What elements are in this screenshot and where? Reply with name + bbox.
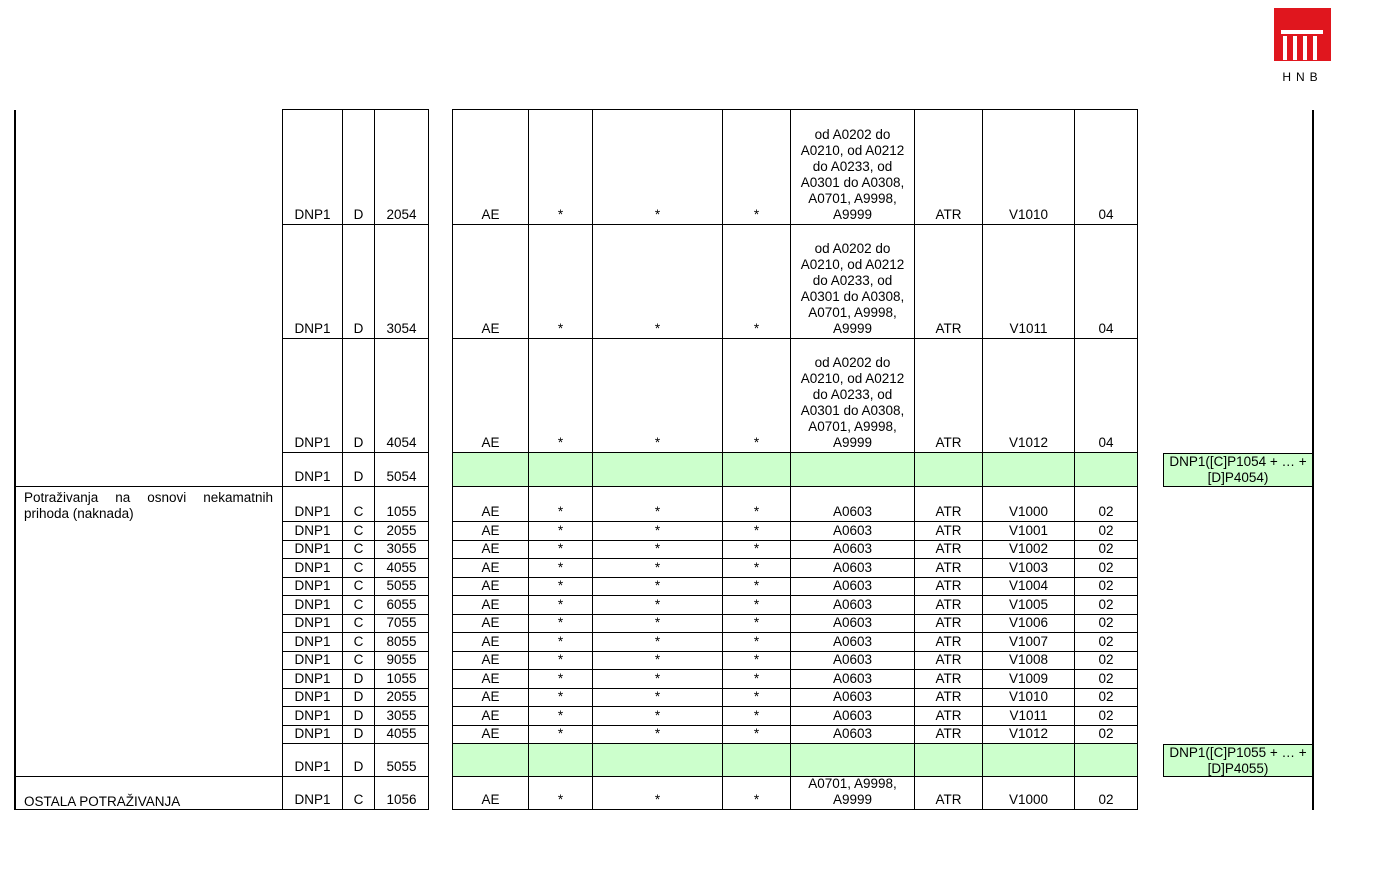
divider bbox=[14, 776, 283, 777]
cell-dim1: * bbox=[528, 669, 593, 689]
cell-attribute: od A0202 do A0210, od A0212 do A0233, od A0301 do A0308, A0701, A9998, A9999 bbox=[790, 338, 915, 453]
cell-form: DNP1 bbox=[282, 743, 343, 777]
cell-dim1: * bbox=[528, 109, 593, 225]
cell-format: 02 bbox=[1074, 725, 1138, 745]
cell-dim2: * bbox=[592, 540, 723, 560]
cell-version: V1007 bbox=[982, 632, 1075, 652]
cell-format bbox=[1074, 743, 1138, 777]
cell-side: D bbox=[342, 743, 375, 777]
cell-form: DNP1 bbox=[282, 521, 343, 541]
cell-type: AE bbox=[452, 614, 529, 634]
cell-dim2: * bbox=[592, 688, 723, 708]
cell-version: V1006 bbox=[982, 614, 1075, 634]
cell-form: DNP1 bbox=[282, 614, 343, 634]
cell-atr: ATR bbox=[914, 688, 983, 708]
cell-version: V1011 bbox=[982, 224, 1075, 339]
cell-dim3: * bbox=[722, 558, 791, 578]
cell-type: AE bbox=[452, 688, 529, 708]
cell-format: 02 bbox=[1074, 632, 1138, 652]
cell-form: DNP1 bbox=[282, 706, 343, 726]
cell-type: AE bbox=[452, 338, 529, 453]
border-line bbox=[14, 110, 16, 810]
row-group-label: OSTALA POTRAŽIVANJA bbox=[24, 794, 181, 809]
cell-atr: ATR bbox=[914, 558, 983, 578]
cell-type: AE bbox=[452, 540, 529, 560]
cell-atr: ATR bbox=[914, 725, 983, 745]
cell-code: 2055 bbox=[374, 688, 429, 708]
cell-dim2: * bbox=[592, 725, 723, 745]
cell-dim2: * bbox=[592, 706, 723, 726]
cell-dim1 bbox=[528, 743, 593, 777]
cell-dim3: * bbox=[722, 776, 791, 810]
cell-dim2 bbox=[592, 452, 723, 487]
logo-emblem bbox=[1274, 8, 1331, 61]
cell-attribute: A0603 bbox=[790, 688, 915, 708]
cell-dim2: * bbox=[592, 558, 723, 578]
cell-format: 02 bbox=[1074, 669, 1138, 689]
cell-attribute bbox=[790, 743, 915, 777]
cell-side: D bbox=[342, 452, 375, 487]
divider bbox=[14, 486, 283, 487]
cell-format: 02 bbox=[1074, 577, 1138, 597]
cell-side: D bbox=[342, 109, 375, 225]
cell-format: 02 bbox=[1074, 706, 1138, 726]
cell-form: DNP1 bbox=[282, 595, 343, 615]
cell-code: 5054 bbox=[374, 452, 429, 487]
cell-version: V1012 bbox=[982, 338, 1075, 453]
cell-dim3: * bbox=[722, 669, 791, 689]
cell-code: 3055 bbox=[374, 540, 429, 560]
cell-format: 02 bbox=[1074, 558, 1138, 578]
cell-dim3: * bbox=[722, 338, 791, 453]
row-group-label: Potraživanja na osnovi nekamatnih prihoda (naknada) bbox=[24, 490, 273, 521]
cell-dim3 bbox=[722, 452, 791, 487]
cell-dim3: * bbox=[722, 540, 791, 560]
cell-code: 2055 bbox=[374, 521, 429, 541]
cell-dim1: * bbox=[528, 706, 593, 726]
border-line bbox=[1312, 110, 1314, 810]
cell-dim3: * bbox=[722, 725, 791, 745]
cell-attribute: A0603 bbox=[790, 725, 915, 745]
cell-atr: ATR bbox=[914, 632, 983, 652]
cell-dim3: * bbox=[722, 577, 791, 597]
cell-type bbox=[452, 452, 529, 487]
cell-form: DNP1 bbox=[282, 540, 343, 560]
cell-dim1: * bbox=[528, 521, 593, 541]
cell-code: 1056 bbox=[374, 776, 429, 810]
cell-atr: ATR bbox=[914, 109, 983, 225]
cell-atr: ATR bbox=[914, 651, 983, 671]
cell-version: V1003 bbox=[982, 558, 1075, 578]
cell-form: DNP1 bbox=[282, 577, 343, 597]
cell-form: DNP1 bbox=[282, 558, 343, 578]
hnb-logo bbox=[1274, 8, 1332, 84]
cell-side: C bbox=[342, 540, 375, 560]
cell-dim3: * bbox=[722, 486, 791, 522]
cell-side: C bbox=[342, 558, 375, 578]
cell-attribute: A0603 bbox=[790, 558, 915, 578]
cell-dim1: * bbox=[528, 224, 593, 339]
cell-code: 3055 bbox=[374, 706, 429, 726]
cell-side: D bbox=[342, 725, 375, 745]
cell-side: D bbox=[342, 688, 375, 708]
cell-side: D bbox=[342, 669, 375, 689]
cell-form: DNP1 bbox=[282, 688, 343, 708]
cell-side: C bbox=[342, 486, 375, 522]
cell-form: DNP1 bbox=[282, 776, 343, 810]
cell-attribute: A0603 bbox=[790, 577, 915, 597]
cell-atr: ATR bbox=[914, 486, 983, 522]
cell-attribute: A0603 bbox=[790, 651, 915, 671]
cell-form: DNP1 bbox=[282, 109, 343, 225]
cell-attribute: od A0202 do A0210, od A0212 do A0233, od A0301 do A0308, A0701, A9998, A9999 bbox=[790, 224, 915, 339]
cell-atr bbox=[914, 452, 983, 487]
cell-format: 02 bbox=[1074, 486, 1138, 522]
cell-version: V1000 bbox=[982, 486, 1075, 522]
cell-attribute: A0603 bbox=[790, 706, 915, 726]
cell-format bbox=[1074, 452, 1138, 487]
cell-dim3: * bbox=[722, 614, 791, 634]
cell-dim3: * bbox=[722, 706, 791, 726]
cell-type: AE bbox=[452, 558, 529, 578]
cell-atr: ATR bbox=[914, 776, 983, 810]
cell-code: 5055 bbox=[374, 743, 429, 777]
cell-attribute: A0603 bbox=[790, 486, 915, 522]
cell-version: V1010 bbox=[982, 109, 1075, 225]
cell-side: D bbox=[342, 338, 375, 453]
cell-atr bbox=[914, 743, 983, 777]
cell-format: 02 bbox=[1074, 595, 1138, 615]
cell-atr: ATR bbox=[914, 577, 983, 597]
logo-text: HNB bbox=[1282, 70, 1323, 84]
cell-dim3: * bbox=[722, 521, 791, 541]
cell-code: 1055 bbox=[374, 669, 429, 689]
cell-side: C bbox=[342, 577, 375, 597]
cell-side: C bbox=[342, 614, 375, 634]
cell-atr: ATR bbox=[914, 338, 983, 453]
cell-dim2: * bbox=[592, 338, 723, 453]
cell-version: V1001 bbox=[982, 521, 1075, 541]
cell-type: AE bbox=[452, 706, 529, 726]
cell-version: V1005 bbox=[982, 595, 1075, 615]
cell-dim2: * bbox=[592, 486, 723, 522]
cell-code: 3054 bbox=[374, 224, 429, 339]
cell-dim3 bbox=[722, 743, 791, 777]
cell-side: C bbox=[342, 776, 375, 810]
cell-atr: ATR bbox=[914, 540, 983, 560]
cell-code: 1055 bbox=[374, 486, 429, 522]
cell-code: 4055 bbox=[374, 558, 429, 578]
cell-atr: ATR bbox=[914, 521, 983, 541]
cell-dim3: * bbox=[722, 651, 791, 671]
cell-dim1 bbox=[528, 452, 593, 487]
cell-dim1: * bbox=[528, 486, 593, 522]
cell-dim1: * bbox=[528, 558, 593, 578]
cell-dim3: * bbox=[722, 632, 791, 652]
cell-dim2: * bbox=[592, 632, 723, 652]
cell-side: D bbox=[342, 706, 375, 726]
cell-format: 02 bbox=[1074, 521, 1138, 541]
cell-code: 9055 bbox=[374, 651, 429, 671]
cell-attribute: od A0202 do A0210, od A0212 do A0233, od A0301 do A0308, A0701, A9998, A9999 bbox=[790, 109, 915, 225]
cell-dim1: * bbox=[528, 338, 593, 453]
cell-atr: ATR bbox=[914, 595, 983, 615]
cell-form: DNP1 bbox=[282, 452, 343, 487]
cell-dim1: * bbox=[528, 776, 593, 810]
cell-attribute bbox=[790, 452, 915, 487]
cell-format: 02 bbox=[1074, 540, 1138, 560]
cell-side: D bbox=[342, 224, 375, 339]
cell-format: 04 bbox=[1074, 338, 1138, 453]
cell-type: AE bbox=[452, 669, 529, 689]
cell-version bbox=[982, 452, 1075, 487]
cell-dim1: * bbox=[528, 632, 593, 652]
cell-format: 02 bbox=[1074, 651, 1138, 671]
cell-format: 04 bbox=[1074, 109, 1138, 225]
cell-version: V1011 bbox=[982, 706, 1075, 726]
cell-code: 7055 bbox=[374, 614, 429, 634]
cell-type: AE bbox=[452, 109, 529, 225]
border-line bbox=[14, 809, 283, 810]
cell-form: DNP1 bbox=[282, 338, 343, 453]
cell-version: V1000 bbox=[982, 776, 1075, 810]
cell-dim3: * bbox=[722, 595, 791, 615]
cell-type: AE bbox=[452, 651, 529, 671]
cell-code: 2054 bbox=[374, 109, 429, 225]
cell-version: V1004 bbox=[982, 577, 1075, 597]
cell-type: AE bbox=[452, 595, 529, 615]
cell-type: AE bbox=[452, 224, 529, 339]
cell-code: 6055 bbox=[374, 595, 429, 615]
cell-type bbox=[452, 743, 529, 777]
cell-dim1: * bbox=[528, 595, 593, 615]
cell-side: C bbox=[342, 521, 375, 541]
cell-dim2: * bbox=[592, 224, 723, 339]
cell-side: C bbox=[342, 632, 375, 652]
cell-dim2: * bbox=[592, 614, 723, 634]
cell-format: 02 bbox=[1074, 776, 1138, 810]
cell-code: 4054 bbox=[374, 338, 429, 453]
cell-atr: ATR bbox=[914, 614, 983, 634]
cell-type: AE bbox=[452, 632, 529, 652]
cell-form: DNP1 bbox=[282, 224, 343, 339]
cell-type: AE bbox=[452, 776, 529, 810]
cell-type: AE bbox=[452, 577, 529, 597]
cell-attribute: A0603 bbox=[790, 540, 915, 560]
cell-format: 02 bbox=[1074, 688, 1138, 708]
cell-dim1: * bbox=[528, 651, 593, 671]
cell-dim2: * bbox=[592, 776, 723, 810]
cell-dim2: * bbox=[592, 577, 723, 597]
cell-form: DNP1 bbox=[282, 725, 343, 745]
cell-side: C bbox=[342, 651, 375, 671]
cell-atr: ATR bbox=[914, 669, 983, 689]
cell-dim1: * bbox=[528, 725, 593, 745]
cell-form: DNP1 bbox=[282, 632, 343, 652]
cell-version bbox=[982, 743, 1075, 777]
cell-attribute: A0603 bbox=[790, 632, 915, 652]
cell-dim2 bbox=[592, 743, 723, 777]
cell-dim2: * bbox=[592, 651, 723, 671]
cell-version: V1010 bbox=[982, 688, 1075, 708]
cell-dim2: * bbox=[592, 109, 723, 225]
cell-dim1: * bbox=[528, 614, 593, 634]
cell-dim1: * bbox=[528, 688, 593, 708]
cell-dim1: * bbox=[528, 577, 593, 597]
cell-version: V1009 bbox=[982, 669, 1075, 689]
cell-attribute: A0603 bbox=[790, 669, 915, 689]
cell-dim1: * bbox=[528, 540, 593, 560]
cell-dim2: * bbox=[592, 669, 723, 689]
cell-format: 02 bbox=[1074, 614, 1138, 634]
cell-attribute: A0603 bbox=[790, 595, 915, 615]
cell-version: V1012 bbox=[982, 725, 1075, 745]
cell-dim3: * bbox=[722, 688, 791, 708]
cell-dim3: * bbox=[722, 109, 791, 225]
cell-type: AE bbox=[452, 725, 529, 745]
cell-code: 8055 bbox=[374, 632, 429, 652]
cell-side: C bbox=[342, 595, 375, 615]
cell-form: DNP1 bbox=[282, 651, 343, 671]
cell-version: V1008 bbox=[982, 651, 1075, 671]
cell-version: V1002 bbox=[982, 540, 1075, 560]
cell-form: DNP1 bbox=[282, 486, 343, 522]
cell-type: AE bbox=[452, 486, 529, 522]
cell-code: 5055 bbox=[374, 577, 429, 597]
formula-box: DNP1([C]P1055 + … + [D]P4055) bbox=[1163, 744, 1313, 777]
cell-dim2: * bbox=[592, 521, 723, 541]
cell-atr: ATR bbox=[914, 224, 983, 339]
formula-box: DNP1([C]P1054 + … + [D]P4054) bbox=[1163, 453, 1313, 487]
cell-attribute: A0603 bbox=[790, 521, 915, 541]
cell-code: 4055 bbox=[374, 725, 429, 745]
cell-attribute: A0701, A9998, A9999 bbox=[790, 776, 915, 810]
row-group-label bbox=[14, 110, 283, 487]
border-line bbox=[282, 110, 283, 810]
cell-attribute: A0603 bbox=[790, 614, 915, 634]
cell-type: AE bbox=[452, 521, 529, 541]
cell-form: DNP1 bbox=[282, 669, 343, 689]
cell-format: 04 bbox=[1074, 224, 1138, 339]
cell-atr: ATR bbox=[914, 706, 983, 726]
cell-dim3: * bbox=[722, 224, 791, 339]
cell-dim2: * bbox=[592, 595, 723, 615]
